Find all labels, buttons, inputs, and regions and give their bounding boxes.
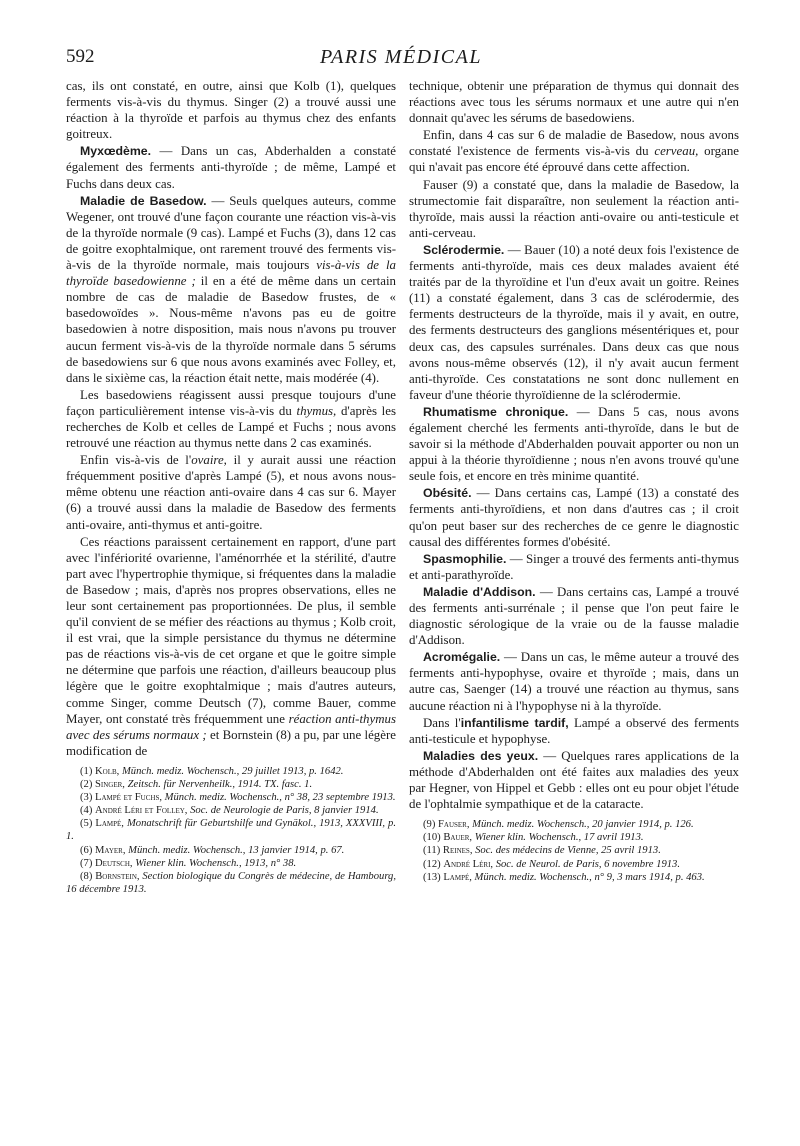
section-heading: Maladie d'Addison. xyxy=(423,584,536,599)
footnote: (3) Lampé et Fuchs, Münch. mediz. Wochensch., n° 38, 23 septembre 1913. xyxy=(80,792,396,804)
page-header xyxy=(66,46,736,76)
section-heading: Myxœdème. xyxy=(80,144,152,159)
footnote: (5) Lampé, Monatschrift für Geburtshilfe und Gynäkol., 1913, XXXVIII, p. 1. xyxy=(66,818,396,843)
footnote: (9) Fauser, Münch. mediz. Wochensch., 20 janvier 1914, p. 126. xyxy=(423,819,694,831)
footnotes-left xyxy=(66,765,396,896)
paragraph: technique, obtenir une préparation de thymus qui donnait des réactions avec tous les sérums normaux et une autre qui n'en donnait qu'avec les sérums de basedowiens. xyxy=(409,79,739,126)
section-obesite: Obésité. — Dans certains cas, Lampé (13) a constaté des ferments anti-thyroïdiens, et non dans d'autres cas ; il croit qu'on peut baser sur des recherches de ce genre le diagnostic causal des différentes formes d'obésité. xyxy=(409,486,739,549)
running-title: PARIS MÉDICAL xyxy=(320,46,482,68)
section-rhumatisme: Rhumatisme chronique. — Dans 5 cas, nous avons également cherché les ferments anti-thyroïde, dans le but de savoir si la méthode d'Abderhalden pouvait apporter ou non un appui à la théorie thyroïdienne ; nous n'en avons trouvé qu'une seule fois, et encore en très minime quantité. xyxy=(409,404,739,484)
paragraph: Ces réactions paraissent certainement en rapport, d'une part avec l'infériorité ovarienne, l'aménorrhée et la stérilité, d'autre part avec l'hypertrophie thymique, si fréquentes dans la maladie de Basedow ; mais, d'après nos propres observations, elles ne leur sont certainement pas proportionnées. De plus, il semble qu'il convient de se méfier des réactions au thymus ; Kolb croit, il est vrai, que la simple persistance du thymus ne détermine pas de réactions vis-à-vis de cet organe et que le goitre simple ne détermine que parfois une réaction, d'ailleurs beaucoup plus légère que le goitre exophtalmique ; mais d'autres auteurs, comme Singer, comme Deutsch (7), comme Bauer, comme Mayer, ont constaté très fréquemment une réaction anti-thymus avec des sérums normaux ; et Bornstein (8) a pu, par une légère modification de xyxy=(66,534,396,758)
section-infantilisme: Dans l'infantilisme tardif, Lampé a observé des ferments anti-testicule et hypophyse. xyxy=(409,715,740,746)
section-addison: Maladie d'Addison. — Dans certains cas, Lampé a trouvé des ferments anti-surrénale ; il pense que l'on peut faire le diagnostic sérologique de la vraie ou de la fausse maladie d'Addison. xyxy=(409,584,739,648)
section-text: — Seuls quelques auteurs, comme Wegener, ont trouvé d'une façon courante une réaction vis-à-vis de la thyroïde normale (9 cas). Lampé et Fuchs (3), dans 12 cas de goitre exophtalmique, ont rarement trouvé des ferments vis-à-vis de la thyroïde normale, mais toujours xyxy=(66,193,397,273)
footnote: (7) Deutsch, Wiener klin. Wochensch., 1913, n° 38. xyxy=(80,857,297,869)
footnote: (8) Bornstein, Section biologique du Congrès de médecine, de Hambourg, 16 décembre 1913. xyxy=(66,870,397,895)
section-heading: Obésité. xyxy=(423,486,472,501)
page-number: 592 xyxy=(66,46,95,67)
section-heading: Maladies des yeux. xyxy=(423,748,539,763)
section-heading: Maladie de Basedow. xyxy=(80,193,207,208)
paragraph: Enfin vis-à-vis de l'ovaire, il y aurait aussi une réaction fréquemment positive d'après Lampé (5), et nous avons nous-même obtenu une réaction anti-ovaire dans 4 cas sur 6. Mayer (6) a trouvé aussi dans la maladie de Basedow des ferments anti-ovaire, anti-thymus et anti-goitre. xyxy=(66,453,396,532)
section-sclerodermie: Sclérodermie. — Bauer (10) a noté deux fois l'existence de ferments anti-thyroïde, mais ces deux malades avaient été traités par de la thyroïdine et l'un d'eux avait un goitre. Reines (11) a constaté également, dans 3 cas de sclérodermie, des ferments destructeurs de la thyroïde, mais il y avait, en outre, des ferments destructeurs des ganglions mésentériques et, pour deux cas, des capsules surrénales. Dans deux cas que nous avons nous-même observés (12), il n'y avait aucun ferment anti-thyroïde. Ces constatations ne sont donc nullement en faveur d'une théorie thyroïdienne de la sclérodermie. xyxy=(409,242,739,402)
footnote: (11) Reines, Soc. des médecins de Vienne, 25 avril 1913. xyxy=(423,845,661,857)
section-heading: Sclérodermie. xyxy=(423,242,505,257)
paragraph: cas, ils ont constaté, en outre, ainsi que Kolb (1), quelques ferments vis-à-vis du thymus. Singer (2) a trouvé aussi une réaction à la thyroïde et parfois au thymus chez des enfants goitreux. xyxy=(66,79,396,142)
footnote: (6) Mayer, Münch. mediz. Wochensch., 13 janvier 1914, p. 67. xyxy=(80,844,345,856)
section-myxoedeme xyxy=(66,143,396,191)
section-acromegalie: Acromégalie. — Dans un cas, le même auteur a trouvé des ferments anti-hypophyse, ovaire et thyroïde ; mais, dans un autre cas, Saenger (14) a trouvé une réaction au thymus, sans aucune réaction ni à l'hypophyse ni à la thyroïde. xyxy=(409,650,739,713)
left-column xyxy=(66,78,396,896)
section-basedow xyxy=(66,193,396,386)
section-heading: Acromégalie. xyxy=(423,650,501,665)
footnotes-right xyxy=(409,818,739,883)
footnote: (10) Bauer, Wiener klin. Wochensch., 17 avril 1913. xyxy=(423,832,644,844)
italic-text: vis-à-vis de la thyroïde basedowienne ; xyxy=(66,258,396,289)
section-text: il en a été de même dans un certain nombre de cas de maladie de Basedow frustes, de « basedowoïdes ». Nous-même n'avons pas eu de goitre basedowien à notre disposition, mais nous n'avons pu trouver aucun ferment vis-à-vis de la thyroïde normale dans 5 sérums de basedowiens sur 6 que nous avons examinés avec Folley, et, dans le sixième cas, la réaction était nette, mais modérée (4). xyxy=(66,274,396,385)
right-column xyxy=(409,78,739,884)
section-heading: Rhumatisme chronique. xyxy=(423,404,569,419)
footnote: (13) Lampé, Münch. mediz. Wochensch., n° 9, 3 mars 1914, p. 463. xyxy=(423,871,705,883)
footnote: (12) André Léri, Soc. de Neurol. de Paris, 6 novembre 1913. xyxy=(423,858,680,870)
footnote: (4) André Léri et Folley, Soc. de Neurologie de Paris, 8 janvier 1914. xyxy=(80,805,379,817)
paragraph: Fauser (9) a constaté que, dans la maladie de Basedow, la strumectomie fait disparaître, non seulement la réaction anti-thyroïde, mais aussi la réaction anti-ovaire ou anti-testicule et anti-cerveau. xyxy=(409,177,739,240)
footnote: (1) Kolb, Münch. mediz. Wochensch., 29 juillet 1913, p. 1642. xyxy=(80,765,344,777)
section-heading: infantilisme tardif, xyxy=(460,715,569,730)
section-yeux: Maladies des yeux. — Quelques rares applications de la méthode d'Abderhalden ont été faites aux maladies des yeux par Hegner, von Hippel et Gebb : elles ont eu pour objet l'étude de l'ophtalmie sympathique et de la cataracte. xyxy=(409,748,740,812)
section-text: — Dans un cas, Abderhalden a constaté également des ferments anti-thyroïde ; de même, Lampé et Fuchs dans deux cas. xyxy=(66,144,396,191)
section-spasmophilie: Spasmophilie. — Singer a trouvé des ferments anti-thymus et anti-parathyroïde. xyxy=(409,551,739,582)
paragraph: Les basedowiens réagissent aussi presque toujours d'une façon particulièrement intense vis-à-vis du thymus, d'après les recherches de Kolb et celles de Lampé et Fuchs ; nous avons retrouvé une réaction au thymus nette dans 2 cas examinés. xyxy=(66,387,397,451)
section-heading: Spasmophilie. xyxy=(423,551,507,566)
paragraph: Enfin, dans 4 cas sur 6 de maladie de Basedow, nous avons constaté l'existence de ferments vis-à-vis du cerveau, organe qui n'avait pas encore été éprouvé dans cette affection. xyxy=(409,128,739,175)
footnote: (2) Singer, Zeitsch. für Nervenheilk., 1914. TX. fasc. 1. xyxy=(80,779,313,791)
